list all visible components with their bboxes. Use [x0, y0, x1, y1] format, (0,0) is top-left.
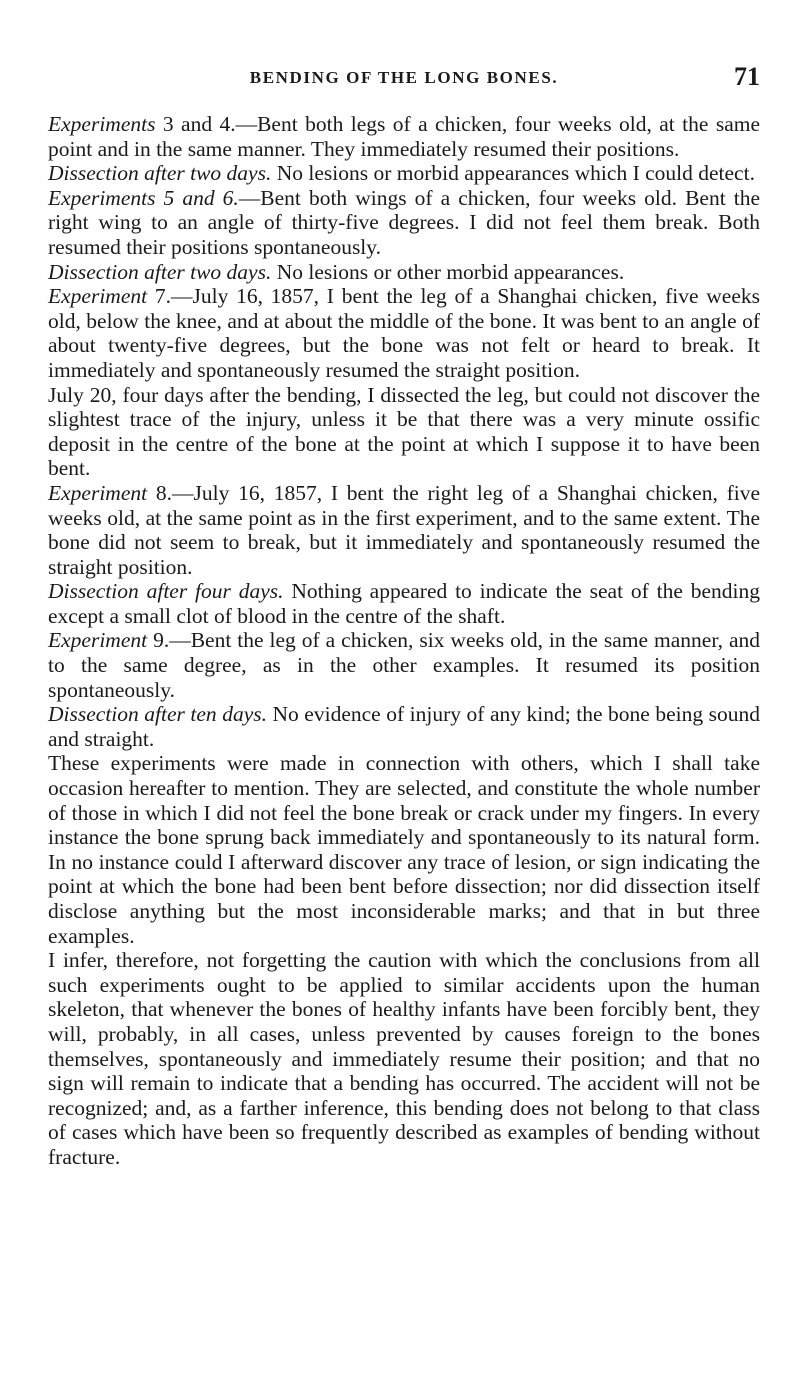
paragraph-lead: Dissection after two days. — [48, 259, 272, 284]
paragraph-text: —Bent the leg of a chicken, six weeks old, in the same manner, and to the same degree, as in the other examples. It resumed its position spontaneously. — [48, 628, 761, 702]
page-number: 71 — [734, 62, 760, 91]
paragraph-lead-number: 9. — [147, 628, 170, 653]
paragraph — [48, 112, 760, 161]
paragraph — [48, 579, 760, 628]
book-page — [48, 62, 760, 1170]
running-title: BENDING OF THE LONG BONES. — [249, 68, 559, 87]
paragraph — [48, 284, 760, 382]
paragraph — [48, 628, 760, 702]
paragraph-text: —Bent both wings of a chicken, four weeks old. Bent the right wing to an angle of thirty-five degrees. I did not feel them break. Both resumed their positions spontaneously. — [48, 185, 761, 259]
paragraph-lead-number: 7. — [147, 284, 171, 309]
paragraph — [48, 161, 760, 186]
paragraph-lead-number: 3 and 4. — [155, 112, 236, 136]
paragraph-lead: Dissection after ten days. — [48, 702, 267, 727]
paragraph — [48, 260, 760, 285]
paragraph-text: No lesions or other morbid appearances. — [271, 259, 625, 284]
paragraph-text: These experiments were made in connection with others, which I shall take occasion hereafter to mention. They are selected, and constitute the whole number of those in which I did not feel the bone break or crack under my fingers. In every instance the bone sprung back immediately and spontaneously to its natural form. In no instance could I afterward discover any trace of lesion, or sign indicating the point at which the bone had been bent before dissection; nor did dissection itself disclose anything but the most inconsiderable marks; and that in but three examples. — [48, 751, 760, 948]
paragraph — [48, 481, 760, 579]
paragraph-lead: Experiments — [48, 185, 156, 210]
paragraph-lead: Experiment — [48, 628, 148, 653]
paragraph — [48, 751, 760, 948]
body-text — [48, 112, 760, 1170]
paragraph — [48, 383, 760, 481]
running-head — [48, 62, 760, 98]
paragraph-lead-number: 8. — [147, 480, 172, 505]
paragraph-text: July 20, four days after the bending, I dissected the leg, but could not discover the slightest trace of the injury, unless it be that there was a very minute ossific deposit in the centre of the bone at the point at which I suppose it to have been bent. — [48, 382, 760, 481]
paragraph-lead: Experiments — [48, 112, 156, 136]
paragraph-lead-number: 5 and 6. — [155, 185, 239, 210]
paragraph-lead: Experiment — [48, 284, 148, 309]
paragraph — [48, 186, 760, 260]
paragraph-lead: Experiment — [48, 480, 148, 505]
paragraph-text: No evidence of injury of any kind; the bone being sound and straight. — [48, 702, 760, 751]
paragraph — [48, 948, 760, 1169]
paragraph-text: —July 16, 1857, I bent the right leg of a Shanghai chicken, five weeks old, at the same point as in the first experiment, and to the same extent. The bone did not seem to break, but it immediately and spontaneously resumed the straight position. — [48, 480, 760, 579]
paragraph-text: No lesions or morbid appearances which I could detect. — [271, 161, 755, 186]
paragraph-lead: Dissection after four days. — [48, 579, 284, 604]
paragraph-lead: Dissection after two days. — [48, 161, 272, 186]
paragraph-text: I infer, therefore, not forgetting the caution with which the conclusions from all such experiments ought to be applied to similar accidents upon the human skeleton, that whenever the bones of healthy infants have been forcibly bent, they will, probably, in all cases, unless prevented by causes foreign to the bones themselves, spontaneously and immediately resume their position; and that no sign will remain to indicate that a bending has occurred. The accident will not be recognized; and, as a farther inference, this bending does not belong to that class of cases which have been so frequently described as examples of bending without fracture. — [48, 948, 760, 1169]
paragraph-text: —Bent both legs of a chicken, four weeks old, at the same point and in the same manner. They immediately resumed their positions. — [48, 112, 760, 161]
paragraph-text: —July 16, 1857, I bent the leg of a Shanghai chicken, five weeks old, below the knee, and at about the middle of the bone. It was bent to an angle of about twenty-five degrees, but the bone was not felt or heard to break. It immediately and spontaneously resumed the straight position. — [48, 284, 761, 382]
paragraph-text: Nothing appeared to indicate the seat of the bending except a small clot of blood in the centre of the shaft. — [48, 579, 760, 628]
paragraph — [48, 702, 760, 751]
